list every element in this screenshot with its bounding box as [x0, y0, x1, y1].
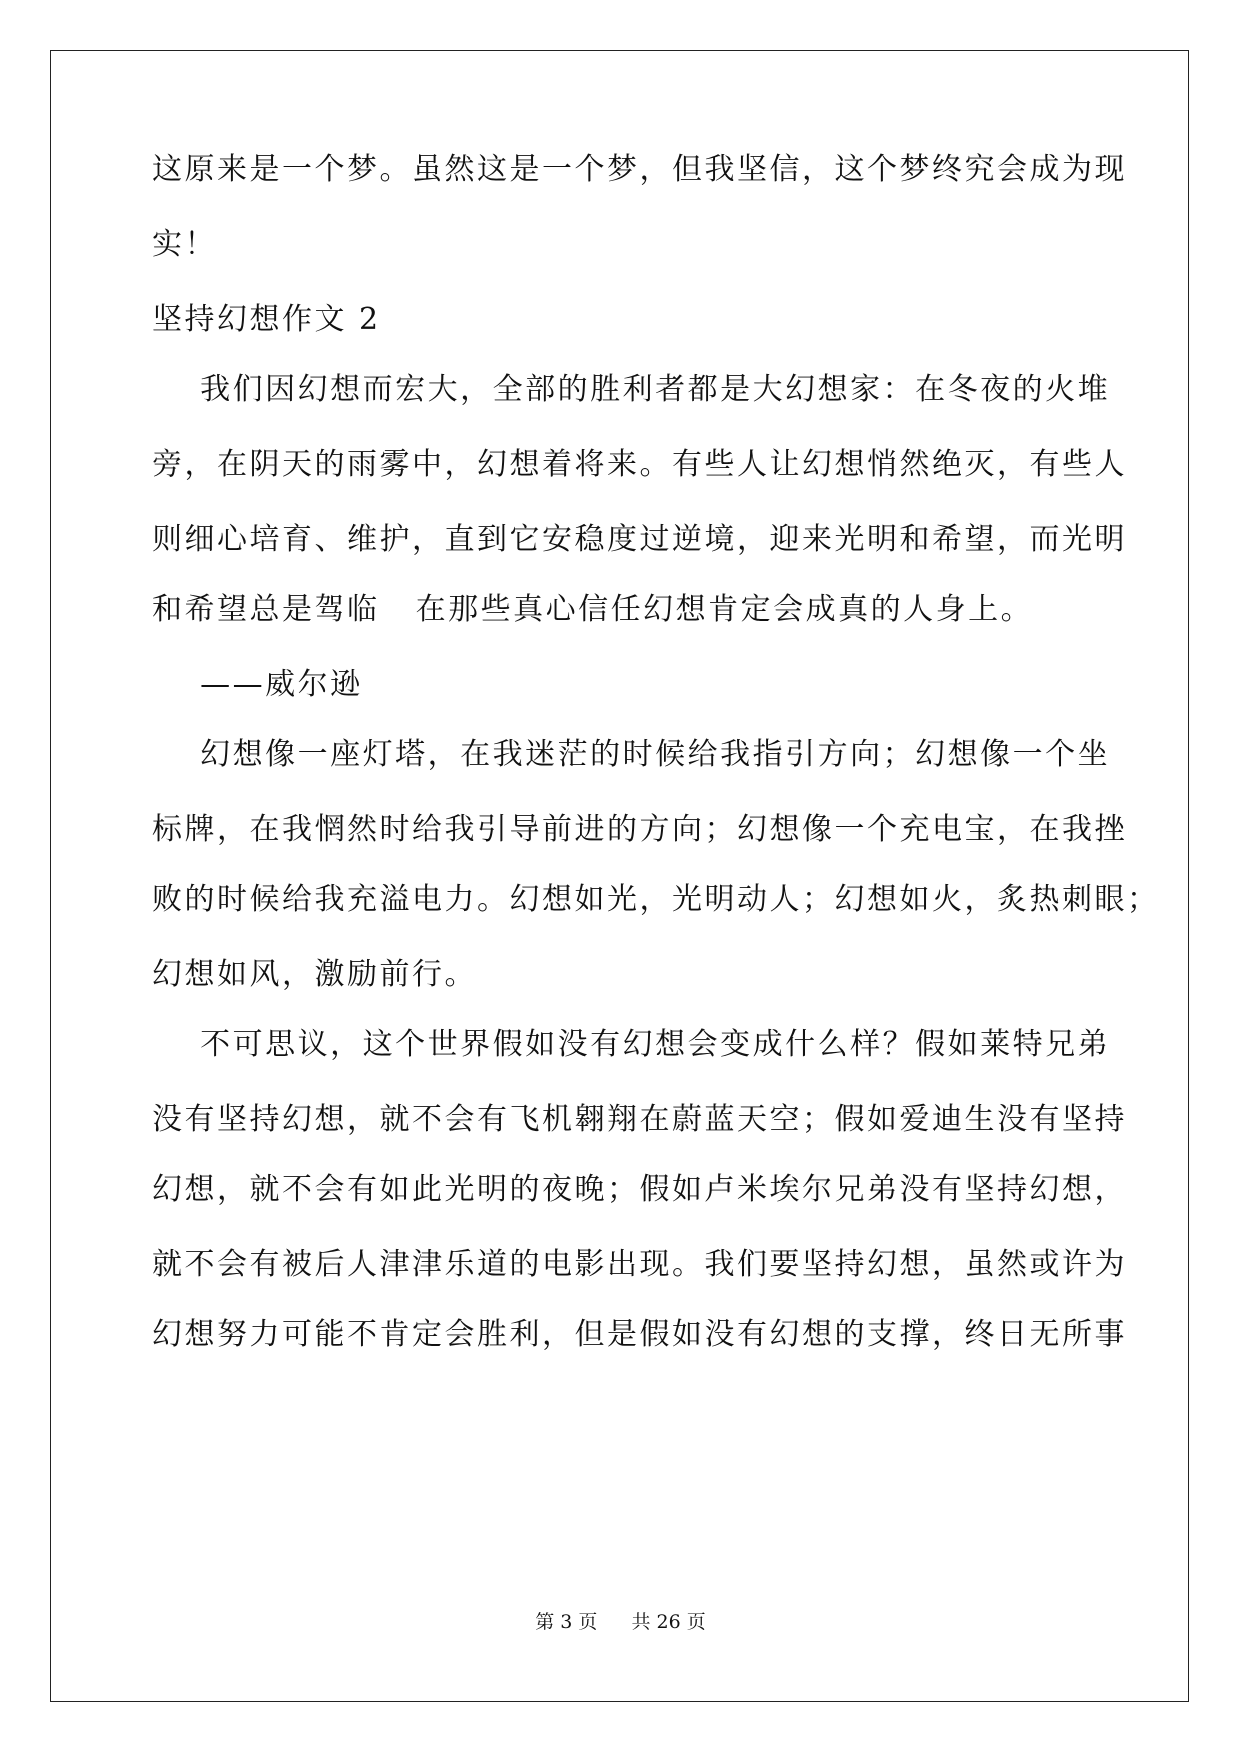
text-line: 幻想如风，激励前行。 [152, 957, 477, 992]
text-line: 幻想努力可能不肯定会胜利，但是假如没有幻想的支撑，终日无所事 [152, 1317, 1127, 1352]
page-number: 第 3 页 [535, 1611, 598, 1633]
text-line: 没有坚持幻想，就不会有飞机翱翔在蔚蓝天空；假如爱迪生没有坚持 [152, 1102, 1127, 1137]
text-line: 这原来是一个梦。虽然这是一个梦，但我坚信，这个梦终究会成为现 [152, 152, 1127, 187]
text-line: 实！ [152, 227, 217, 262]
page-footer [0, 1610, 1241, 1634]
page-total: 共 26 页 [631, 1611, 706, 1633]
text-line: 不可思议，这个世界假如没有幻想会变成什么样？假如莱特兄弟 [152, 1027, 1111, 1062]
section-heading: 坚持幻想作文 2 [152, 302, 381, 337]
text-line: 旁，在阴天的雨雾中，幻想着将来。有些人让幻想悄然绝灭，有些人 [152, 447, 1127, 482]
text-line: 则细心培育、维护，直到它安稳度过逆境，迎来光明和希望，而光明 [152, 522, 1127, 557]
text-line: 标牌，在我惘然时给我引导前进的方向；幻想像一个充电宝，在我挫 [152, 812, 1127, 847]
text-line: 我们因幻想而宏大，全部的胜利者都是大幻想家：在冬夜的火堆 [152, 372, 1111, 407]
page-border [50, 50, 1189, 1702]
text-line: 和希望总是驾临 在那些真心信任幻想肯定会成真的人身上。 [152, 592, 1034, 627]
text-line: 就不会有被后人津津乐道的电影出现。我们要坚持幻想，虽然或许为 [152, 1247, 1127, 1282]
text-line: 幻想，就不会有如此光明的夜晚；假如卢米埃尔兄弟没有坚持幻想， [152, 1172, 1127, 1207]
text-line: 幻想像一座灯塔，在我迷茫的时候给我指引方向；幻想像一个坐 [152, 737, 1111, 772]
quote-attribution: ——威尔逊 [152, 667, 363, 702]
text-line: 败的时候给我充溢电力。幻想如光，光明动人；幻想如火，炙热刺眼； [152, 882, 1160, 917]
